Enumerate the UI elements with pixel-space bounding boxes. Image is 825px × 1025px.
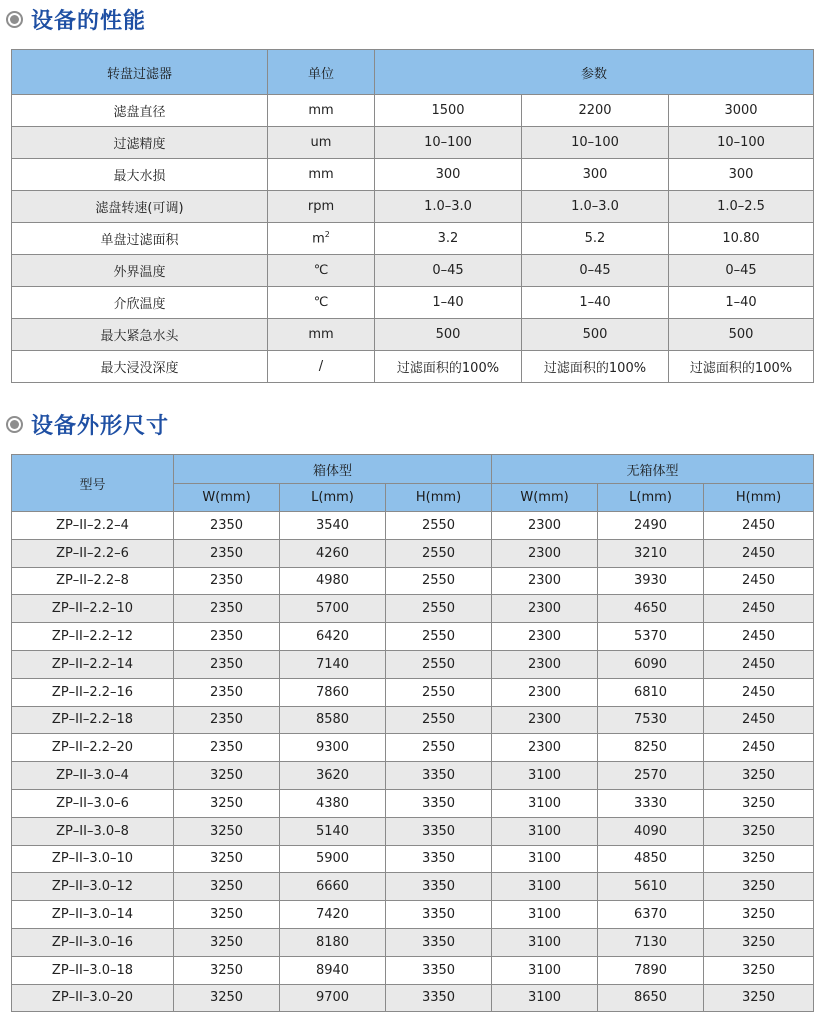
boxed-w: 3250 <box>174 984 280 1012</box>
performance-title: 设备的性能 <box>31 8 147 34</box>
unboxed-w: 2300 <box>492 706 598 734</box>
row-unit: mm <box>268 159 375 191</box>
boxed-l: 4380 <box>280 789 386 817</box>
table-row <box>12 873 814 901</box>
row-value-3: 1.0–2.5 <box>669 191 814 223</box>
boxed-h: 2550 <box>386 595 492 623</box>
row-model: ZP–II–3.0–14 <box>12 901 174 929</box>
boxed-w: 3250 <box>174 928 280 956</box>
boxed-w: 3250 <box>174 817 280 845</box>
unboxed-w: 2300 <box>492 650 598 678</box>
header-params: 参数 <box>375 50 814 95</box>
unboxed-h: 2450 <box>704 706 814 734</box>
unboxed-w: 2300 <box>492 539 598 567</box>
unboxed-h: 3250 <box>704 956 814 984</box>
unboxed-l: 3330 <box>598 789 704 817</box>
row-model: ZP–II–3.0–4 <box>12 762 174 790</box>
table-row <box>12 159 814 191</box>
unit-text: m <box>312 231 325 247</box>
row-model: ZP–II–2.2–12 <box>12 623 174 651</box>
boxed-h: 2550 <box>386 734 492 762</box>
row-model: ZP–II–2.2–16 <box>12 678 174 706</box>
boxed-l: 6660 <box>280 873 386 901</box>
boxed-h: 2550 <box>386 678 492 706</box>
unboxed-h: 3250 <box>704 817 814 845</box>
boxed-l: 9300 <box>280 734 386 762</box>
boxed-l: 8580 <box>280 706 386 734</box>
boxed-h: 2550 <box>386 650 492 678</box>
unboxed-l: 7130 <box>598 928 704 956</box>
row-value-1: 1500 <box>375 95 522 127</box>
table-row <box>12 191 814 223</box>
unboxed-h: 3250 <box>704 901 814 929</box>
boxed-w: 3250 <box>174 789 280 817</box>
boxed-w: 2350 <box>174 623 280 651</box>
row-unit: mm <box>268 95 375 127</box>
row-unit: / <box>268 351 375 383</box>
row-value-3: 500 <box>669 319 814 351</box>
unboxed-h: 2450 <box>704 539 814 567</box>
unboxed-h: 3250 <box>704 984 814 1012</box>
row-value-3: 10–100 <box>669 127 814 159</box>
row-model: ZP–II–2.2–20 <box>12 734 174 762</box>
table-row <box>12 223 814 255</box>
table-row <box>12 623 814 651</box>
performance-table <box>11 49 814 383</box>
header-boxed-l: L(mm) <box>280 484 386 512</box>
row-unit: ℃ <box>268 287 375 319</box>
row-name: 最大水损 <box>12 159 268 191</box>
unboxed-w: 3100 <box>492 956 598 984</box>
performance-section-title <box>6 4 146 34</box>
dimensions-title: 设备外形尺寸 <box>31 413 170 439</box>
dimensions-section-title <box>6 409 169 439</box>
header-boxed: 箱体型 <box>174 455 492 484</box>
row-unit: um <box>268 127 375 159</box>
table-row <box>12 95 814 127</box>
row-value-2: 500 <box>522 319 669 351</box>
unboxed-h: 2450 <box>704 512 814 540</box>
row-model: ZP–II–2.2–8 <box>12 567 174 595</box>
boxed-l: 4260 <box>280 539 386 567</box>
row-value-1: 10–100 <box>375 127 522 159</box>
unboxed-h: 3250 <box>704 873 814 901</box>
row-value-1: 过滤面积的100% <box>375 351 522 383</box>
row-value-1: 1–40 <box>375 287 522 319</box>
unboxed-l: 2570 <box>598 762 704 790</box>
boxed-l: 5140 <box>280 817 386 845</box>
boxed-w: 2350 <box>174 678 280 706</box>
boxed-w: 3250 <box>174 901 280 929</box>
boxed-h: 2550 <box>386 623 492 651</box>
boxed-h: 3350 <box>386 789 492 817</box>
unboxed-l: 4090 <box>598 817 704 845</box>
table-row <box>12 351 814 383</box>
circle-bullet-icon <box>6 416 23 433</box>
row-name: 介欣温度 <box>12 287 268 319</box>
boxed-h: 3350 <box>386 984 492 1012</box>
row-value-2: 1–40 <box>522 287 669 319</box>
boxed-w: 2350 <box>174 512 280 540</box>
row-value-1: 500 <box>375 319 522 351</box>
row-model: ZP–II–2.2–4 <box>12 512 174 540</box>
unboxed-l: 7530 <box>598 706 704 734</box>
unboxed-w: 3100 <box>492 928 598 956</box>
boxed-h: 2550 <box>386 512 492 540</box>
header-model: 型号 <box>12 455 174 512</box>
boxed-h: 3350 <box>386 762 492 790</box>
table-row <box>12 512 814 540</box>
header-unboxed-l: L(mm) <box>598 484 704 512</box>
row-value-1: 3.2 <box>375 223 522 255</box>
boxed-w: 2350 <box>174 595 280 623</box>
header-boxed-h: H(mm) <box>386 484 492 512</box>
boxed-l: 5900 <box>280 845 386 873</box>
unboxed-l: 6810 <box>598 678 704 706</box>
row-value-2: 300 <box>522 159 669 191</box>
boxed-l: 9700 <box>280 984 386 1012</box>
row-name: 滤盘转速(可调) <box>12 191 268 223</box>
row-model: ZP–II–2.2–14 <box>12 650 174 678</box>
row-unit: mm <box>268 319 375 351</box>
boxed-w: 2350 <box>174 567 280 595</box>
unboxed-w: 3100 <box>492 984 598 1012</box>
row-model: ZP–II–2.2–6 <box>12 539 174 567</box>
row-name: 最大紧急水头 <box>12 319 268 351</box>
row-model: ZP–II–3.0–8 <box>12 817 174 845</box>
unboxed-w: 3100 <box>492 873 598 901</box>
header-unboxed-w: W(mm) <box>492 484 598 512</box>
boxed-l: 7140 <box>280 650 386 678</box>
table-row <box>12 255 814 287</box>
table-row <box>12 706 814 734</box>
unboxed-l: 7890 <box>598 956 704 984</box>
unboxed-h: 3250 <box>704 762 814 790</box>
boxed-h: 3350 <box>386 901 492 929</box>
unboxed-h: 3250 <box>704 845 814 873</box>
row-value-2: 过滤面积的100% <box>522 351 669 383</box>
unboxed-w: 2300 <box>492 567 598 595</box>
row-value-3: 3000 <box>669 95 814 127</box>
table-row <box>12 650 814 678</box>
row-value-3: 过滤面积的100% <box>669 351 814 383</box>
unboxed-h: 2450 <box>704 567 814 595</box>
boxed-h: 2550 <box>386 539 492 567</box>
unboxed-w: 2300 <box>492 623 598 651</box>
table-row <box>12 319 814 351</box>
unboxed-h: 3250 <box>704 789 814 817</box>
row-model: ZP–II–3.0–18 <box>12 956 174 984</box>
boxed-l: 7860 <box>280 678 386 706</box>
unboxed-w: 3100 <box>492 901 598 929</box>
row-value-3: 0–45 <box>669 255 814 287</box>
unboxed-l: 8650 <box>598 984 704 1012</box>
unboxed-h: 2450 <box>704 734 814 762</box>
row-value-3: 1–40 <box>669 287 814 319</box>
row-value-3: 300 <box>669 159 814 191</box>
boxed-w: 3250 <box>174 845 280 873</box>
unboxed-h: 2450 <box>704 650 814 678</box>
table-row <box>12 127 814 159</box>
boxed-w: 3250 <box>174 956 280 984</box>
row-unit: ℃ <box>268 255 375 287</box>
unboxed-l: 3210 <box>598 539 704 567</box>
dimensions-table <box>11 454 814 1012</box>
table-row <box>12 901 814 929</box>
row-value-1: 1.0–3.0 <box>375 191 522 223</box>
table-row <box>12 734 814 762</box>
circle-bullet-icon <box>6 11 23 28</box>
table-row <box>12 595 814 623</box>
row-name: 滤盘直径 <box>12 95 268 127</box>
boxed-w: 2350 <box>174 706 280 734</box>
boxed-l: 3620 <box>280 762 386 790</box>
unboxed-h: 2450 <box>704 623 814 651</box>
header-unit: 单位 <box>268 50 375 95</box>
boxed-l: 4980 <box>280 567 386 595</box>
boxed-l: 5700 <box>280 595 386 623</box>
table-row <box>12 789 814 817</box>
table-row <box>12 678 814 706</box>
boxed-l: 3540 <box>280 512 386 540</box>
row-model: ZP–II–3.0–16 <box>12 928 174 956</box>
row-value-2: 1.0–3.0 <box>522 191 669 223</box>
table-row <box>12 287 814 319</box>
row-value-2: 2200 <box>522 95 669 127</box>
boxed-l: 6420 <box>280 623 386 651</box>
header-filter: 转盘过滤器 <box>12 50 268 95</box>
unboxed-w: 2300 <box>492 595 598 623</box>
row-value-2: 0–45 <box>522 255 669 287</box>
table-row <box>12 762 814 790</box>
unboxed-w: 3100 <box>492 817 598 845</box>
row-value-2: 10–100 <box>522 127 669 159</box>
header-unboxed: 无箱体型 <box>492 455 814 484</box>
table-row <box>12 845 814 873</box>
unboxed-l: 4650 <box>598 595 704 623</box>
row-value-1: 0–45 <box>375 255 522 287</box>
boxed-l: 7420 <box>280 901 386 929</box>
boxed-h: 3350 <box>386 873 492 901</box>
boxed-h: 3350 <box>386 928 492 956</box>
boxed-h: 3350 <box>386 956 492 984</box>
unboxed-w: 2300 <box>492 678 598 706</box>
unboxed-w: 2300 <box>492 512 598 540</box>
unboxed-l: 3930 <box>598 567 704 595</box>
table-row <box>12 956 814 984</box>
table-row <box>12 539 814 567</box>
row-value-1: 300 <box>375 159 522 191</box>
row-value-3: 10.80 <box>669 223 814 255</box>
boxed-l: 8940 <box>280 956 386 984</box>
boxed-w: 2350 <box>174 539 280 567</box>
boxed-l: 8180 <box>280 928 386 956</box>
unboxed-h: 2450 <box>704 595 814 623</box>
boxed-w: 2350 <box>174 734 280 762</box>
table-row <box>12 928 814 956</box>
unboxed-l: 5610 <box>598 873 704 901</box>
header-unboxed-h: H(mm) <box>704 484 814 512</box>
row-name: 过滤精度 <box>12 127 268 159</box>
unboxed-l: 6090 <box>598 650 704 678</box>
row-model: ZP–II–2.2–18 <box>12 706 174 734</box>
row-model: ZP–II–3.0–10 <box>12 845 174 873</box>
unboxed-l: 5370 <box>598 623 704 651</box>
row-unit: rpm <box>268 191 375 223</box>
row-name: 最大浸没深度 <box>12 351 268 383</box>
boxed-h: 3350 <box>386 817 492 845</box>
unboxed-h: 3250 <box>704 928 814 956</box>
table-row <box>12 817 814 845</box>
unboxed-l: 6370 <box>598 901 704 929</box>
unboxed-l: 4850 <box>598 845 704 873</box>
row-unit <box>268 223 375 255</box>
unboxed-l: 8250 <box>598 734 704 762</box>
boxed-h: 2550 <box>386 567 492 595</box>
unboxed-w: 3100 <box>492 789 598 817</box>
table-row <box>12 567 814 595</box>
boxed-w: 3250 <box>174 873 280 901</box>
unboxed-w: 3100 <box>492 845 598 873</box>
row-model: ZP–II–3.0–6 <box>12 789 174 817</box>
unboxed-l: 2490 <box>598 512 704 540</box>
boxed-w: 2350 <box>174 650 280 678</box>
row-name: 外界温度 <box>12 255 268 287</box>
unit-superscript: 2 <box>324 230 330 240</box>
unboxed-w: 3100 <box>492 762 598 790</box>
row-model: ZP–II–2.2–10 <box>12 595 174 623</box>
row-model: ZP–II–3.0–12 <box>12 873 174 901</box>
boxed-h: 3350 <box>386 845 492 873</box>
table-row <box>12 984 814 1012</box>
unboxed-h: 2450 <box>704 678 814 706</box>
header-boxed-w: W(mm) <box>174 484 280 512</box>
unboxed-w: 2300 <box>492 734 598 762</box>
row-value-2: 5.2 <box>522 223 669 255</box>
boxed-w: 3250 <box>174 762 280 790</box>
row-model: ZP–II–3.0–20 <box>12 984 174 1012</box>
row-name: 单盘过滤面积 <box>12 223 268 255</box>
boxed-h: 2550 <box>386 706 492 734</box>
